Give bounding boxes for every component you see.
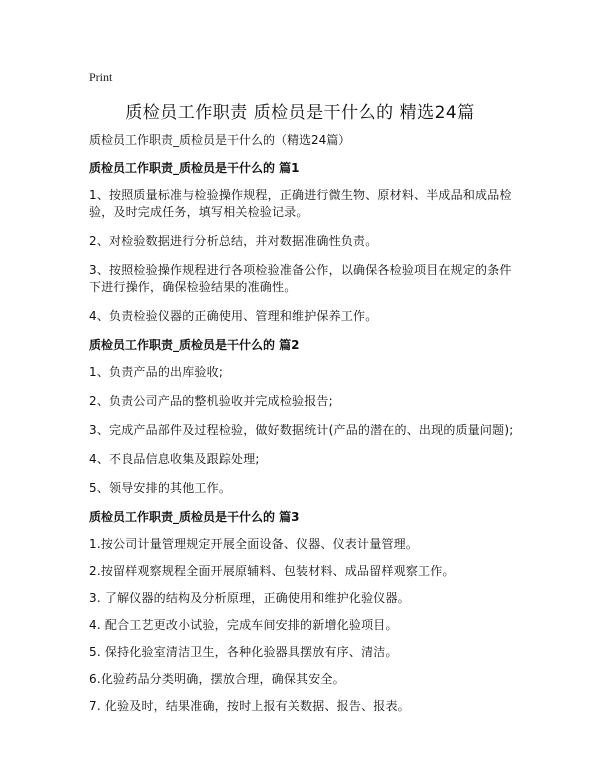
list-item: 5. 保持化验室清洁卫生，各种化验器具摆放有序、清洁。 <box>89 645 398 659</box>
section-heading: 质检员工作职责_质检员是干什么的 篇2 <box>89 338 300 352</box>
list-item: 3、按照检验操作规程进行各项检验准备公作，以确保各检验项目在规定的条件下进行操作，确保检验结果的准确性。 <box>89 263 512 294</box>
list-item: 3. 了解仪器的结构及分析原理，正确使用和维护化验仪器。 <box>89 591 410 605</box>
list-item: 2、对检验数据进行分析总结，并对数据准确性负责。 <box>89 234 378 248</box>
list-item: 1、负责产品的出库验收; <box>89 365 224 379</box>
list-item: 2、负责公司产品的整机验收并完成检验报告; <box>89 394 333 408</box>
list-item: 6.化验药品分类明确，摆放合理，确保其安全。 <box>89 672 345 686</box>
list-item: 1、按照质量标准与检验操作规程，正确进行微生物、原材料、半成品和成品检验，及时完成任务，填写相关检验记录。 <box>89 188 512 219</box>
section-heading: 质检员工作职责_质检员是干什么的 篇3 <box>89 510 300 524</box>
list-item: 3、完成产品部件及过程检验，做好数据统计(产品的潜在的、出现的质量问题); <box>89 423 514 437</box>
list-item: 4. 配合工艺更改小试验，完成车间安排的新增化验项目。 <box>89 618 398 632</box>
list-item: 7. 化验及时，结果准确，按时上报有关数据、报告、报表。 <box>89 699 410 713</box>
page-title: 质检员工作职责 质检员是干什么的 精选24篇 <box>125 103 475 123</box>
list-item: 5、领导安排的其他工作。 <box>89 481 232 495</box>
list-item: 1.按公司计量管理规定开展全面设备、仪器、仪表计量管理。 <box>89 537 419 551</box>
list-item: 2.按留样观察规程全面开展原辅料、包装材料、成品留样观察工作。 <box>89 564 455 578</box>
section-heading: 质检员工作职责_质检员是干什么的 篇1 <box>89 161 300 175</box>
list-item: 4、负责检验仪器的正确使用、管理和维护保养工作。 <box>89 309 378 323</box>
article-subtitle: 质检员工作职责_质检员是干什么的（精选24篇） <box>89 133 351 147</box>
article-body <box>89 132 519 725</box>
list-item: 4、不良品信息收集及跟踪处理; <box>89 452 260 466</box>
print-link[interactable]: Print <box>89 70 113 84</box>
